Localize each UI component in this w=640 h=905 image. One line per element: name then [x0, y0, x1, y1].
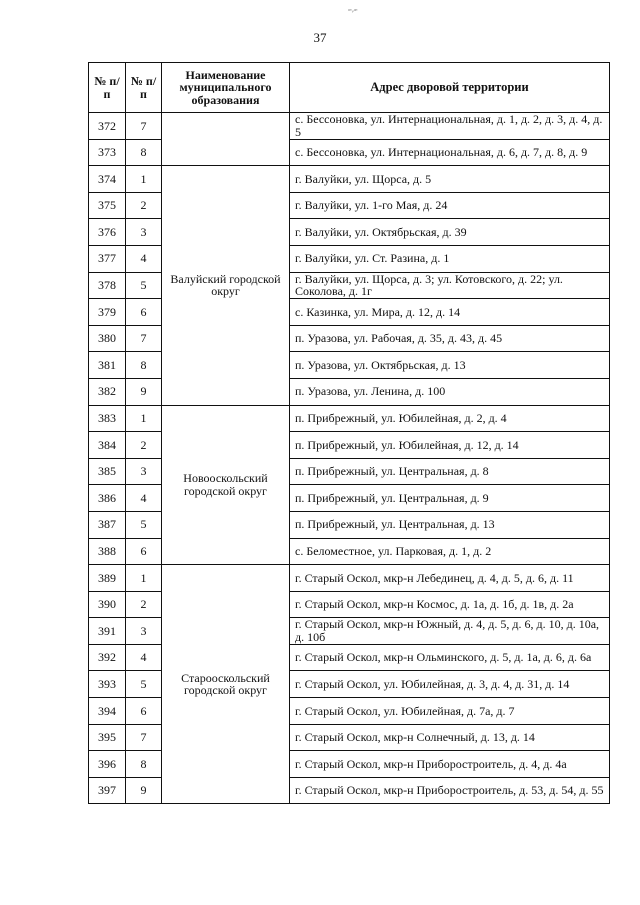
municipality-name: Новооскольский городской округ — [162, 405, 290, 565]
row-sub-number: 8 — [126, 352, 162, 379]
row-sub-number: 9 — [126, 777, 162, 804]
table-header-row — [89, 63, 610, 113]
address-cell: п. Уразова, ул. Октябрьская, д. 13 — [290, 352, 610, 379]
address-cell: п. Прибрежный, ул. Центральная, д. 8 — [290, 458, 610, 485]
row-number: 384 — [89, 432, 126, 459]
address-cell: г. Старый Оскол, мкр-н Ольминского, д. 5, д. 1а, д. 6, д. 6а — [290, 644, 610, 671]
address-cell: с. Казинка, ул. Мира, д. 12, д. 14 — [290, 299, 610, 326]
row-sub-number: 4 — [126, 245, 162, 272]
row-sub-number: 5 — [126, 671, 162, 698]
municipality-name: Валуйский городской округ — [162, 166, 290, 405]
address-cell: г. Валуйки, ул. 1-го Мая, д. 24 — [290, 192, 610, 219]
header-address: Адрес дворовой территории — [290, 63, 610, 113]
row-sub-number: 6 — [126, 698, 162, 725]
address-cell: п. Уразова, ул. Ленина, д. 100 — [290, 378, 610, 405]
row-sub-number: 5 — [126, 272, 162, 299]
address-cell: г. Валуйки, ул. Ст. Разина, д. 1 — [290, 245, 610, 272]
row-number: 392 — [89, 644, 126, 671]
row-number: 385 — [89, 458, 126, 485]
page-number: 37 — [313, 30, 327, 45]
municipality-name — [162, 113, 290, 166]
address-cell: п. Прибрежный, ул. Центральная, д. 13 — [290, 511, 610, 538]
row-number: 382 — [89, 378, 126, 405]
address-table — [88, 62, 610, 804]
row-number: 372 — [89, 113, 126, 140]
row-number: 377 — [89, 245, 126, 272]
row-sub-number: 2 — [126, 432, 162, 459]
row-number: 397 — [89, 777, 126, 804]
row-number: 389 — [89, 565, 126, 592]
row-sub-number: 1 — [126, 565, 162, 592]
row-sub-number: 2 — [126, 192, 162, 219]
table-row — [89, 565, 610, 592]
header-no: № п/п — [89, 63, 126, 113]
address-cell: г. Старый Оскол, ул. Юбилейная, д. 7а, д. 7 — [290, 698, 610, 725]
row-number: 374 — [89, 166, 126, 193]
header-municipality: Наименование муниципального образования — [162, 63, 290, 113]
row-number: 375 — [89, 192, 126, 219]
address-cell: с. Бессоновка, ул. Интернациональная, д. 6, д. 7, д. 8, д. 9 — [290, 139, 610, 166]
row-sub-number: 7 — [126, 724, 162, 751]
row-number: 395 — [89, 724, 126, 751]
row-number: 386 — [89, 485, 126, 512]
row-sub-number: 7 — [126, 325, 162, 352]
row-number: 391 — [89, 618, 126, 645]
address-cell: г. Старый Оскол, мкр-н Лебединец, д. 4, д. 5, д. 6, д. 11 — [290, 565, 610, 592]
address-cell: г. Старый Оскол, ул. Юбилейная, д. 3, д. 4, д. 31, д. 14 — [290, 671, 610, 698]
table-row — [89, 405, 610, 432]
row-number: 379 — [89, 299, 126, 326]
address-cell: г. Валуйки, ул. Щорса, д. 5 — [290, 166, 610, 193]
row-sub-number: 3 — [126, 618, 162, 645]
address-cell: с. Бессоновка, ул. Интернациональная, д. 1, д. 2, д. 3, д. 4, д. 5 — [290, 113, 610, 140]
row-sub-number: 3 — [126, 458, 162, 485]
table-row — [89, 113, 610, 140]
row-sub-number: 8 — [126, 751, 162, 778]
row-number: 383 — [89, 405, 126, 432]
row-number: 387 — [89, 511, 126, 538]
header-sub-no: № п/п — [126, 63, 162, 113]
row-sub-number: 3 — [126, 219, 162, 246]
row-number: 396 — [89, 751, 126, 778]
address-cell: п. Прибрежный, ул. Юбилейная, д. 2, д. 4 — [290, 405, 610, 432]
address-cell: г. Старый Оскол, мкр-н Приборостроитель, д. 53, д. 54, д. 55 — [290, 777, 610, 804]
row-sub-number: 4 — [126, 644, 162, 671]
address-cell: п. Прибрежный, ул. Юбилейная, д. 12, д. 14 — [290, 432, 610, 459]
row-number: 376 — [89, 219, 126, 246]
row-number: 390 — [89, 591, 126, 618]
row-sub-number: 6 — [126, 299, 162, 326]
row-sub-number: 5 — [126, 511, 162, 538]
row-sub-number: 4 — [126, 485, 162, 512]
address-cell: п. Уразова, ул. Рабочая, д. 35, д. 43, д. 45 — [290, 325, 610, 352]
row-sub-number: 8 — [126, 139, 162, 166]
address-cell: г. Валуйки, ул. Октябрьская, д. 39 — [290, 219, 610, 246]
scan-mark: ꟹ⸗ꟹ — [348, 9, 358, 15]
address-cell: г. Старый Оскол, мкр-н Приборостроитель, д. 4, д. 4а — [290, 751, 610, 778]
row-sub-number: 9 — [126, 378, 162, 405]
row-number: 393 — [89, 671, 126, 698]
address-cell: г. Валуйки, ул. Щорса, д. 3; ул. Котовского, д. 22; ул. Соколова, д. 1г — [290, 272, 610, 299]
address-cell: г. Старый Оскол, мкр-н Космос, д. 1а, д. 1б, д. 1в, д. 2а — [290, 591, 610, 618]
row-number: 380 — [89, 325, 126, 352]
municipality-name: Старооскольский городской округ — [162, 565, 290, 804]
row-number: 381 — [89, 352, 126, 379]
table-row — [89, 166, 610, 193]
address-cell: г. Старый Оскол, мкр-н Южный, д. 4, д. 5, д. 6, д. 10, д. 10а, д. 10б — [290, 618, 610, 645]
row-sub-number: 1 — [126, 405, 162, 432]
address-cell: п. Прибрежный, ул. Центральная, д. 9 — [290, 485, 610, 512]
address-cell: г. Старый Оскол, мкр-н Солнечный, д. 13, д. 14 — [290, 724, 610, 751]
row-number: 388 — [89, 538, 126, 565]
row-sub-number: 6 — [126, 538, 162, 565]
row-number: 373 — [89, 139, 126, 166]
address-cell: с. Беломестное, ул. Парковая, д. 1, д. 2 — [290, 538, 610, 565]
table-body — [89, 113, 610, 804]
row-sub-number: 7 — [126, 113, 162, 140]
row-number: 378 — [89, 272, 126, 299]
row-sub-number: 2 — [126, 591, 162, 618]
row-number: 394 — [89, 698, 126, 725]
row-sub-number: 1 — [126, 166, 162, 193]
